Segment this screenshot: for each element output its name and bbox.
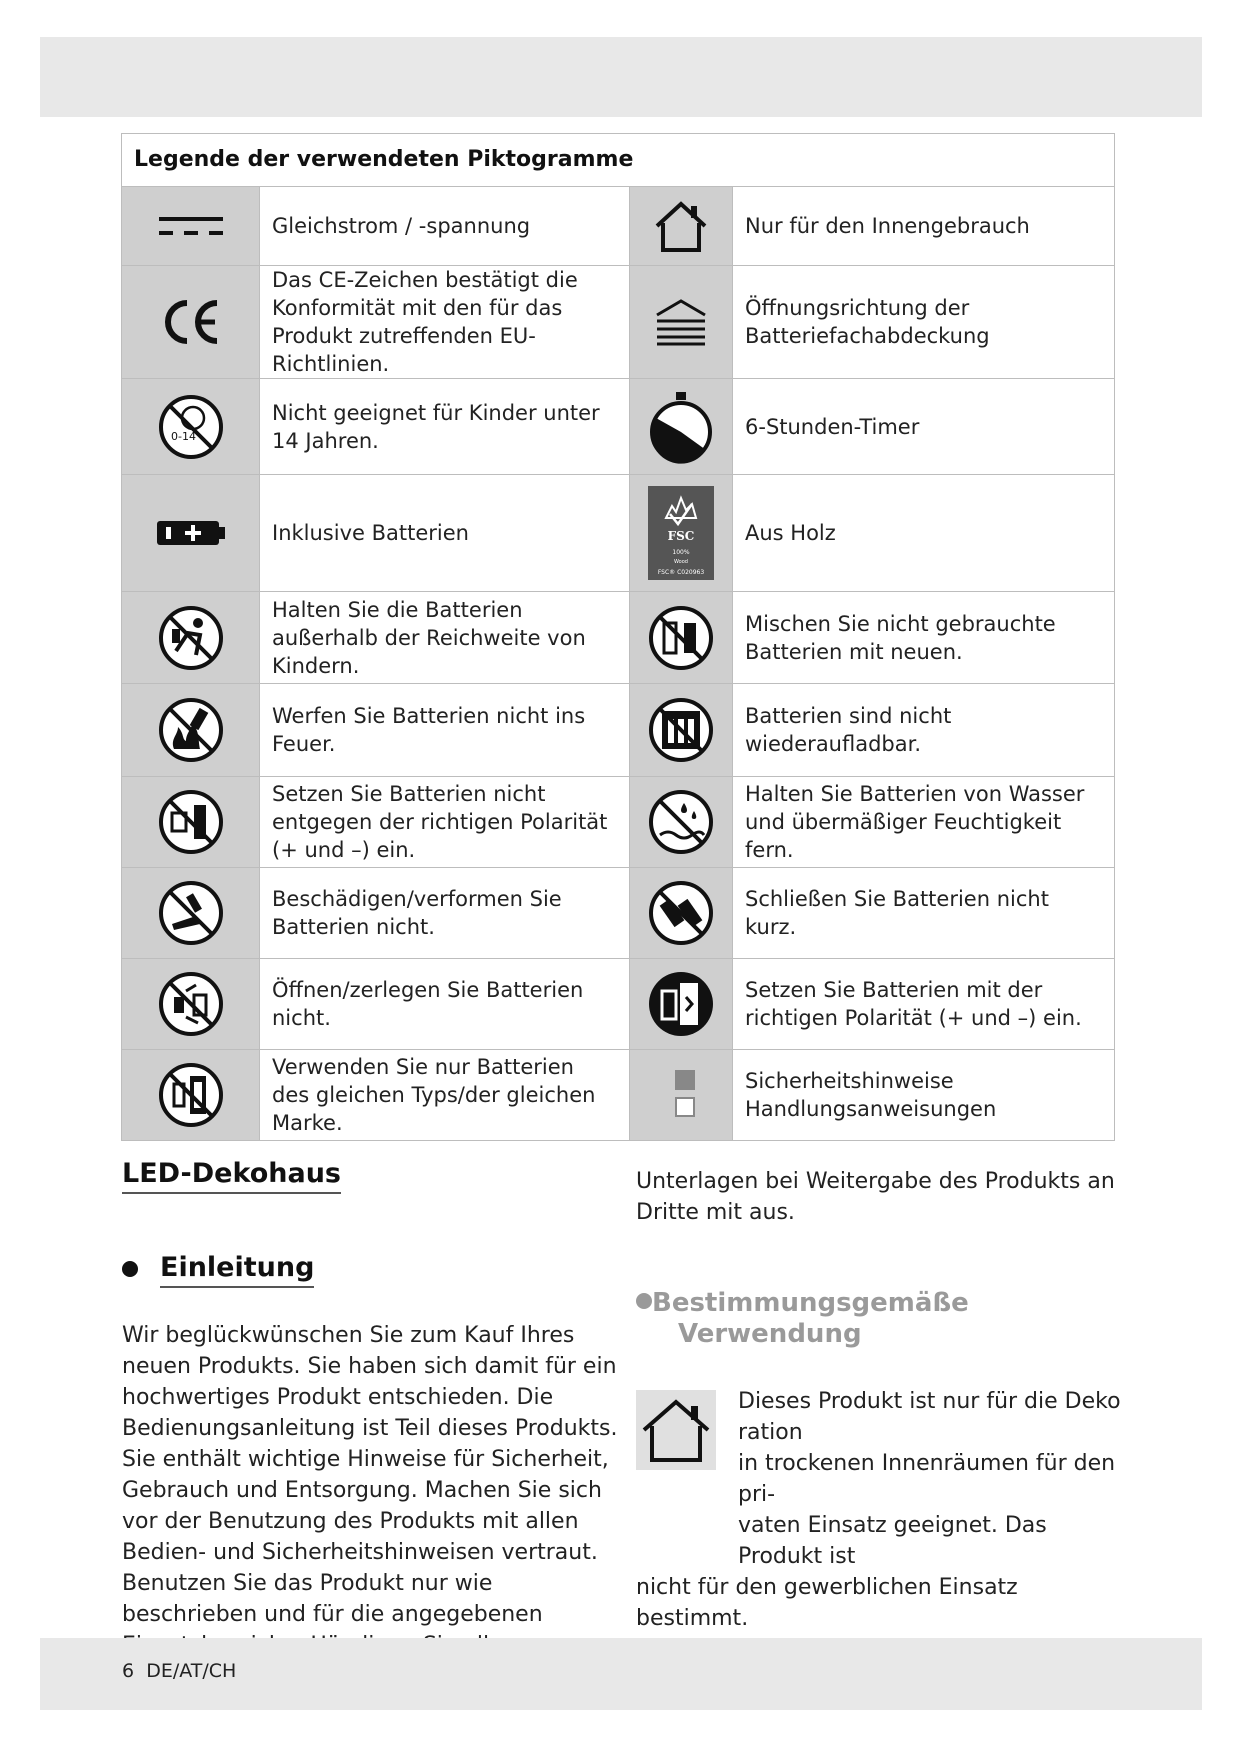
intro-continued-text: Unterlagen bei Weitergabe des Produkts an Dritte mit aus. xyxy=(636,1169,1115,1225)
no-mix-batteries-icon xyxy=(630,592,733,684)
svg-text:FSC: FSC xyxy=(667,529,695,543)
legend-text: Setzen Sie Batterien nicht entgegen der richtigen Polarität (+ und –) ein. xyxy=(260,777,630,868)
same-type-icon xyxy=(122,1050,260,1141)
page-number: 6 xyxy=(122,1660,135,1682)
legend-text: Öffnungsrichtung der Batteriefachabdeckung xyxy=(733,266,1115,379)
legend-text: Verwenden Sie nur Batterien des gleichen Typs/der gleichen Marke. xyxy=(260,1050,630,1141)
indoor-house-icon xyxy=(630,187,733,266)
bullet-icon xyxy=(122,1261,138,1277)
intro-heading: Einleitung xyxy=(160,1252,314,1288)
legend-text: Öffnen/zerlegen Sie Batterien nicht. xyxy=(260,959,630,1050)
legend-text: Batterien sind nicht wiederaufladbar. xyxy=(733,684,1115,777)
not-rechargeable-icon xyxy=(630,684,733,777)
legend-text: Das CE-Zeichen bestätigt die Konformität mit den für das Produkt zutreffenden EU-Richtlinien. xyxy=(260,266,630,379)
page-footer xyxy=(122,1660,236,1682)
legend-text: Halten Sie die Batterien außerhalb der Reichweite von Kindern. xyxy=(260,592,630,684)
legend-text: 6-Stunden-Timer xyxy=(733,379,1115,475)
no-deform-icon xyxy=(122,868,260,959)
no-fire-icon xyxy=(122,684,260,777)
product-heading-wrap xyxy=(122,1158,614,1194)
bullet-icon xyxy=(636,1293,652,1309)
keep-away-children-icon xyxy=(122,592,260,684)
usage-line-3: vaten Einsatz geeignet. Das Produkt ist xyxy=(738,1513,1047,1569)
legend-text: Werfen Sie Batterien nicht ins Feuer. xyxy=(260,684,630,777)
svg-text:FSC® C020963: FSC® C020963 xyxy=(657,569,705,576)
usage-line-4: nicht für den gewerblichen Einsatz bestimmt. xyxy=(636,1575,1018,1631)
header-band xyxy=(40,37,1202,117)
legend-text: Mischen Sie nicht gebrauchte Batterien mit neuen. xyxy=(733,592,1115,684)
wrong-polarity-icon xyxy=(122,777,260,868)
no-short-circuit-icon xyxy=(630,868,733,959)
legend-text: Schließen Sie Batterien nicht kurz. xyxy=(733,868,1115,959)
usage-heading xyxy=(636,1288,969,1350)
product-title: LED-Dekohaus xyxy=(122,1158,341,1194)
intro-heading-wrap xyxy=(122,1252,314,1288)
usage-body xyxy=(636,1386,1136,1634)
no-children-0-14-icon xyxy=(122,379,260,475)
usage-heading-line2: Verwendung xyxy=(678,1319,862,1349)
legend-text: Nur für den Innengebrauch xyxy=(733,187,1115,266)
no-open-icon xyxy=(122,959,260,1050)
legend-text: Beschädigen/verformen Sie Batterien nicht. xyxy=(260,868,630,959)
legend-text: Inklusive Batterien xyxy=(260,475,630,592)
intro-text: Wir beglückwünschen Sie zum Kauf Ihres neuen Produkts. Sie haben sich damit für ein hochwertiges Produkt entschieden. Die Bedienungsanleitung ist Teil dieses Produkts. Sie enthält wichtige Hinweise für Sicherheit, Gebrauch und Entsorgung. Machen Sie sich vor der Benutzung des Produkts mit allen Bedien- und Sicherheitshinweisen vertraut. Benutzen Sie das Produkt nur wie beschrieben und für die angegebenen xyxy=(122,1323,618,1627)
usage-line-2: in trockenen Innenräumen für den pri- xyxy=(738,1451,1116,1507)
legend-text xyxy=(733,1050,1115,1141)
pictogram-legend-table xyxy=(121,133,1115,1141)
usage-heading-line1: Bestimmungsgemäße xyxy=(652,1288,969,1318)
battery-included-icon xyxy=(122,475,260,592)
svg-text:Wood: Wood xyxy=(674,559,688,565)
safety-label: Sicherheitshinweise xyxy=(745,1069,954,1093)
dc-current-icon xyxy=(122,187,260,266)
usage-line-1: Dieses Produkt ist nur für die Deko ration xyxy=(738,1389,1121,1445)
intro-body xyxy=(122,1320,622,1661)
region-label: DE/AT/CH xyxy=(146,1660,237,1682)
legend-text: Nicht geeignet für Kinder unter 14 Jahren. xyxy=(260,379,630,475)
timer-icon xyxy=(630,379,733,475)
correct-polarity-icon xyxy=(630,959,733,1050)
svg-text:100%: 100% xyxy=(672,549,690,556)
legend-text: Setzen Sie Batterien mit der richtigen Polarität (+ und –) ein. xyxy=(733,959,1115,1050)
battery-cover-icon xyxy=(630,266,733,379)
ce-mark-icon xyxy=(122,266,260,379)
instructions-label: Handlungsanweisungen xyxy=(745,1097,997,1121)
fsc-icon xyxy=(630,475,733,592)
safety-squares-icon xyxy=(630,1050,733,1141)
legend-text: Gleichstrom / -spannung xyxy=(260,187,630,266)
legend-text: Aus Holz xyxy=(733,475,1115,592)
no-water-icon xyxy=(630,777,733,868)
legend-title: Legende der verwendeten Piktogramme xyxy=(122,134,1115,187)
intro-continued xyxy=(636,1166,1136,1228)
legend-text: Halten Sie Batterien von Wasser und übermäßiger Feuchtigkeit fern. xyxy=(733,777,1115,868)
svg-text:0-14: 0-14 xyxy=(170,429,196,443)
